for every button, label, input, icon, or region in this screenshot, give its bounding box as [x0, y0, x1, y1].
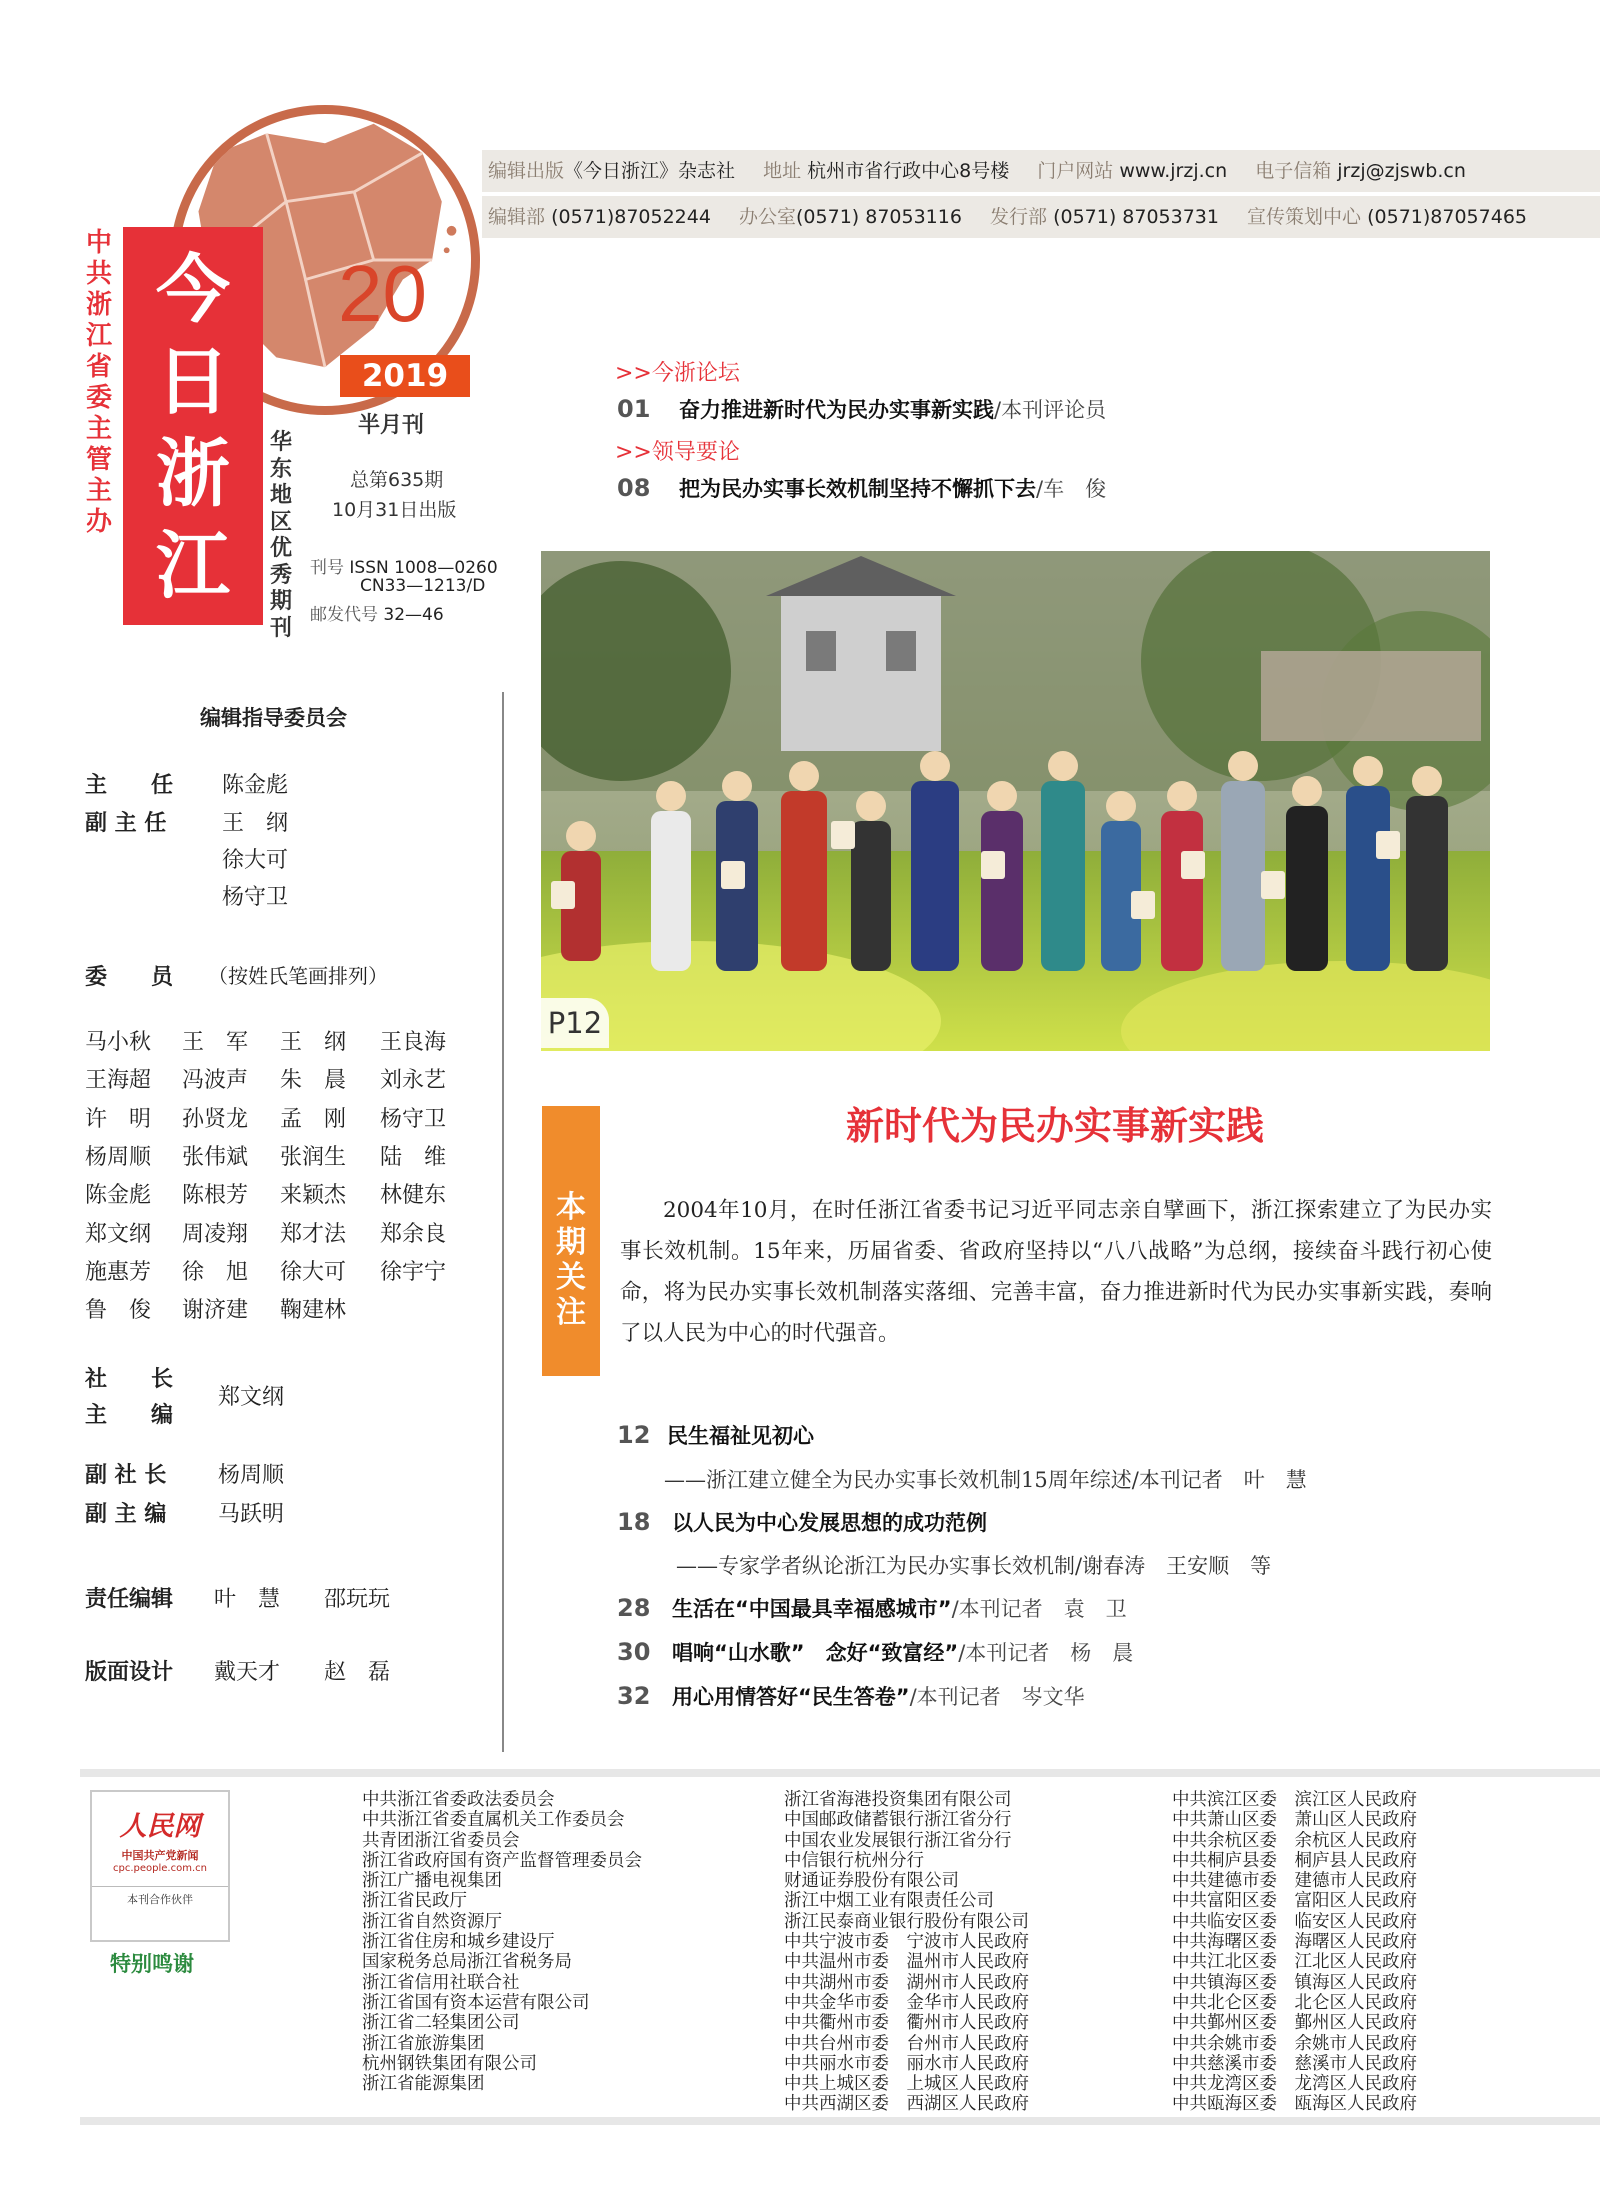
thanks-entry: 中共海曙区委 海曙区人民政府 [1172, 1932, 1417, 1953]
cn-line: CN33—1213/D [360, 576, 486, 596]
committee-member: 冯波声 [182, 1068, 249, 1094]
thanks-entry: 中共临安区委 临安区人民政府 [1172, 1911, 1417, 1932]
issue-year: 2019 [340, 355, 470, 397]
partner-subtitle: 中国共产党新闻 [121, 1849, 199, 1862]
thanks-entry: 中国邮政储蓄银行浙江省分行 [784, 1810, 1012, 1831]
contact-bar-phones: 编辑部 (0571)87052244 办公室(0571) 87053116 发行部 (0571) 87053731 宣传策划中心 (0571)87057465 [482, 196, 1600, 238]
committee-member: 张伟斌 [182, 1144, 249, 1170]
partner-badge: 本刊合作伙伴 [92, 1886, 228, 1907]
title-char: 浙 [156, 431, 230, 517]
partner-logo-box[interactable] [90, 1790, 230, 1942]
design-label: 版面设计 [85, 1660, 174, 1685]
section-heading-leaders: >>领导要论 [615, 440, 740, 465]
thanks-entry: 中共余杭区委 余杭区人民政府 [1172, 1830, 1417, 1851]
website-link[interactable]: www.jrzj.cn [1119, 160, 1228, 182]
thanks-bottom-band [80, 2117, 1600, 2125]
contact-bar-publisher: 编辑出版《今日浙江》杂志社 地址 杭州市省行政中心8号楼 门户网站 www.jrzj.cn 电子信箱 jrzj@zjswb.cn [482, 150, 1600, 192]
committee-member: 来颖杰 [280, 1183, 347, 1209]
thanks-column-1 [362, 1790, 642, 2094]
thanks-entry: 中共滨江区委 滨江区人民政府 [1172, 1790, 1417, 1810]
vice-president-label: 副 社 长 [85, 1463, 167, 1488]
editor-label: 责任编辑 [85, 1587, 174, 1612]
committee-member: 谢济建 [182, 1298, 249, 1324]
committee-member: 张润生 [280, 1144, 347, 1170]
vice-president-name: 杨周顺 [218, 1463, 285, 1488]
committee-member: 许 明 [85, 1106, 152, 1132]
thanks-entry: 中共衢州市委 衢州市人民政府 [784, 2013, 1029, 2034]
title-char: 今 [156, 247, 230, 333]
thanks-entry: 浙江省自然资源厅 [362, 1911, 502, 1932]
sponsor-vertical-text: 中共浙江省委主管主办 [85, 228, 112, 537]
title-char: 日 [156, 339, 230, 425]
thanks-entry: 中共江北区委 江北区人民政府 [1172, 1952, 1417, 1973]
committee-member: 郑才法 [280, 1221, 347, 1247]
committee-member: 徐宇宁 [380, 1259, 447, 1285]
toc-subtitle: ——专家学者纵论浙江为民办实事长效机制/谢春涛 王安顺 等 [676, 1554, 1272, 1578]
committee-member: 鲁 俊 [85, 1298, 152, 1324]
thanks-column-3 [1172, 1790, 1417, 2115]
magazine-title-block [123, 227, 263, 625]
thanks-entry: 中国农业发展银行浙江省分行 [784, 1830, 1012, 1851]
committee-member: 郑余良 [380, 1221, 447, 1247]
thanks-entry: 中共余姚市委 余姚市人民政府 [1172, 2033, 1417, 2054]
thanks-entry: 浙江省海港投资集团有限公司 [784, 1790, 1012, 1810]
committee-member: 王良海 [380, 1030, 447, 1055]
thanks-entry: 中共镇海区委 镇海区人民政府 [1172, 1972, 1417, 1993]
thanks-entry: 中共浙江省委政法委员会 [362, 1790, 555, 1810]
thanks-entry: 中共湖州市委 湖州市人民政府 [784, 1972, 1029, 1993]
thanks-entry: 浙江广播电视集团 [362, 1871, 502, 1892]
feature-title: 新时代为民办实事新实践 [845, 1104, 1264, 1148]
committee-member: 周凌翔 [182, 1221, 249, 1247]
thanks-entry: 中共丽水市委 丽水市人民政府 [784, 2053, 1029, 2074]
thanks-entry: 杭州钢铁集团有限公司 [362, 2053, 537, 2074]
committee-member: 王 纲 [280, 1030, 347, 1055]
special-thanks-label: 特别鸣谢 [110, 1951, 194, 1976]
thanks-entry: 中共宁波市委 宁波市人民政府 [784, 1932, 1029, 1953]
committee-member: 施惠芳 [85, 1259, 152, 1285]
thanks-entry: 浙江省住房和城乡建设厅 [362, 1932, 555, 1953]
thanks-entry: 中共鄞州区委 鄞州区人民政府 [1172, 2013, 1417, 2034]
issue-date: 10月31日出版 [332, 499, 457, 521]
committee-member: 杨守卫 [380, 1106, 447, 1132]
committee-member: 徐大可 [280, 1259, 347, 1285]
director-name: 陈金彪 [222, 773, 289, 798]
committee-member: 孙贤龙 [182, 1106, 249, 1132]
thanks-entry: 浙江中烟工业有限责任公司 [784, 1891, 994, 1912]
chief-editor-label: 主 编 [85, 1403, 174, 1428]
issue-number: 20 [338, 249, 427, 338]
editor-names: 叶 慧 邵玩玩 [214, 1587, 391, 1612]
president-label: 社 长 [85, 1367, 174, 1392]
thanks-entry: 浙江民泰商业银行股份有限公司 [784, 1911, 1029, 1932]
feature-tag: 本期关注 [542, 1106, 600, 1376]
committee-member: 郑文纲 [85, 1221, 152, 1247]
thanks-entry: 浙江省二轻集团公司 [362, 2013, 520, 2034]
toc-item[interactable]: 30 唱响“山水歌” 念好“致富经”/本刊记者 杨 晨 [617, 1638, 1134, 1666]
thanks-entry: 中共慈溪市委 慈溪市人民政府 [1172, 2053, 1417, 2074]
toc-item[interactable]: 18 以人民为中心发展思想的成功范例 [617, 1508, 987, 1536]
committee-member: 王海超 [85, 1068, 152, 1094]
thanks-entry: 中共西湖区委 西湖区人民政府 [784, 2094, 1029, 2115]
thanks-entry: 财通证券股份有限公司 [784, 1871, 959, 1892]
vice-editor-name: 马跃明 [218, 1502, 285, 1527]
thanks-entry: 中共桐庐县委 桐庐县人民政府 [1172, 1850, 1417, 1871]
thanks-entry: 中信银行杭州分行 [784, 1850, 924, 1871]
thanks-entry: 中共温州市委 温州市人民政府 [784, 1952, 1029, 1973]
thanks-entry: 浙江省旅游集团 [362, 2033, 485, 2054]
toc-item[interactable]: 01 奋力推进新时代为民办实事新实践/本刊评论员 [617, 395, 1107, 423]
cover-photo [541, 551, 1490, 1051]
partner-url: cpc.people.com.cn [113, 1863, 207, 1874]
thanks-entry: 中共台州市委 台州市人民政府 [784, 2033, 1029, 2054]
column-divider [502, 692, 504, 1752]
toc-item[interactable]: 08 把为民办实事长效机制坚持不懈抓下去/车 俊 [617, 474, 1107, 502]
committee-member: 杨周顺 [85, 1144, 152, 1170]
thanks-entry: 浙江省政府国有资产监督管理委员会 [362, 1850, 642, 1871]
deputy-name: 杨守卫 [222, 885, 289, 910]
thanks-entry: 浙江省能源集团 [362, 2074, 485, 2095]
thanks-entry: 中共浙江省委直属机关工作委员会 [362, 1810, 625, 1831]
thanks-entry: 浙江省信用社联合社 [362, 1972, 520, 1993]
award-vertical-text: 华东地区优秀期刊 [269, 430, 292, 641]
title-char: 江 [156, 523, 230, 609]
director-label: 主 任 [85, 773, 174, 798]
section-heading-forum: >>今浙论坛 [615, 361, 740, 386]
publication-frequency: 半月刊 [358, 413, 425, 438]
deputy-name: 王 纲 [222, 811, 289, 836]
people-daily-logo: 人民网 [119, 1811, 201, 1842]
thanks-entry: 中共金华市委 金华市人民政府 [784, 1992, 1029, 2013]
committee-member: 马小秋 [85, 1030, 152, 1055]
thanks-entry: 中共萧山区委 萧山区人民政府 [1172, 1810, 1417, 1831]
committee-member: 陆 维 [380, 1144, 447, 1170]
thanks-entry: 中共北仑区委 北仑区人民政府 [1172, 1992, 1417, 2013]
toc-item[interactable]: 28 生活在“中国最具幸福感城市”/本刊记者 袁 卫 [617, 1594, 1127, 1622]
committee-member: 朱 晨 [280, 1068, 347, 1094]
committee-heading: 编辑指导委员会 [200, 706, 347, 730]
committee-member: 孟 刚 [280, 1106, 347, 1132]
toc-subtitle: ——浙江建立健全为民办实事长效机制15周年综述/本刊记者 叶 慧 [664, 1468, 1307, 1492]
toc-item[interactable]: 32 用心用情答好“民生答卷”/本刊记者 岑文华 [617, 1682, 1085, 1710]
issn-line: 刊号 ISSN 1008—0260 [310, 558, 498, 578]
thanks-column-2 [784, 1790, 1029, 2115]
thanks-entry: 浙江省民政厅 [362, 1891, 467, 1912]
feature-body: 2004年10月，在时任浙江省委书记习近平同志亲自擘画下，浙江探索建立了为民办实事长效机制。15年来，历届省委、省政府坚持以“八八战略”为总纲，接续奋斗践行初心使命，将为民办实事长效机制落实落细、完善丰富，奋力推进新时代为民办实事新实践，奏响了以人民为中心的时代强音。 [620, 1198, 1492, 1346]
committee-member: 鞠建林 [280, 1298, 347, 1324]
committee-member: 徐 旭 [182, 1259, 249, 1285]
designer-names: 戴天才 赵 磊 [214, 1660, 391, 1685]
toc-item[interactable]: 12 民生福祉见初心 [617, 1421, 814, 1449]
photo-page-label: P12 [541, 998, 609, 1048]
thanks-entry: 中共富阳区委 富阳区人民政府 [1172, 1891, 1417, 1912]
vice-editor-label: 副 主 编 [85, 1502, 167, 1527]
committee-member: 陈金彪 [85, 1183, 152, 1209]
committee-member: 王 军 [182, 1030, 249, 1055]
thanks-entry: 共青团浙江省委员会 [362, 1830, 520, 1851]
members-note: （按姓氏笔画排列） [208, 964, 388, 988]
committee-member: 刘永艺 [380, 1068, 447, 1094]
thanks-entry: 国家税务总局浙江省税务局 [362, 1952, 572, 1973]
committee-member: 陈根芳 [182, 1183, 249, 1209]
thanks-entry: 中共瓯海区委 瓯海区人民政府 [1172, 2094, 1417, 2115]
email-link[interactable]: jrzj@zjswb.cn [1337, 160, 1466, 182]
deputy-name: 徐大可 [222, 848, 289, 873]
deputy-label: 副 主 任 [85, 811, 167, 836]
thanks-entry: 中共上城区委 上城区人民政府 [784, 2074, 1029, 2095]
committee-member: 林健东 [380, 1183, 447, 1209]
members-label: 委 员 [85, 965, 174, 990]
thanks-entry: 浙江省国有资本运营有限公司 [362, 1992, 590, 2013]
president-name: 郑文纲 [218, 1385, 285, 1410]
postal-line: 邮发代号 32—46 [310, 605, 444, 625]
thanks-top-band [80, 1769, 1600, 1777]
thanks-entry: 中共龙湾区委 龙湾区人民政府 [1172, 2074, 1417, 2095]
issue-total: 总第635期 [350, 469, 444, 491]
thanks-entry: 中共建德市委 建德市人民政府 [1172, 1871, 1417, 1892]
